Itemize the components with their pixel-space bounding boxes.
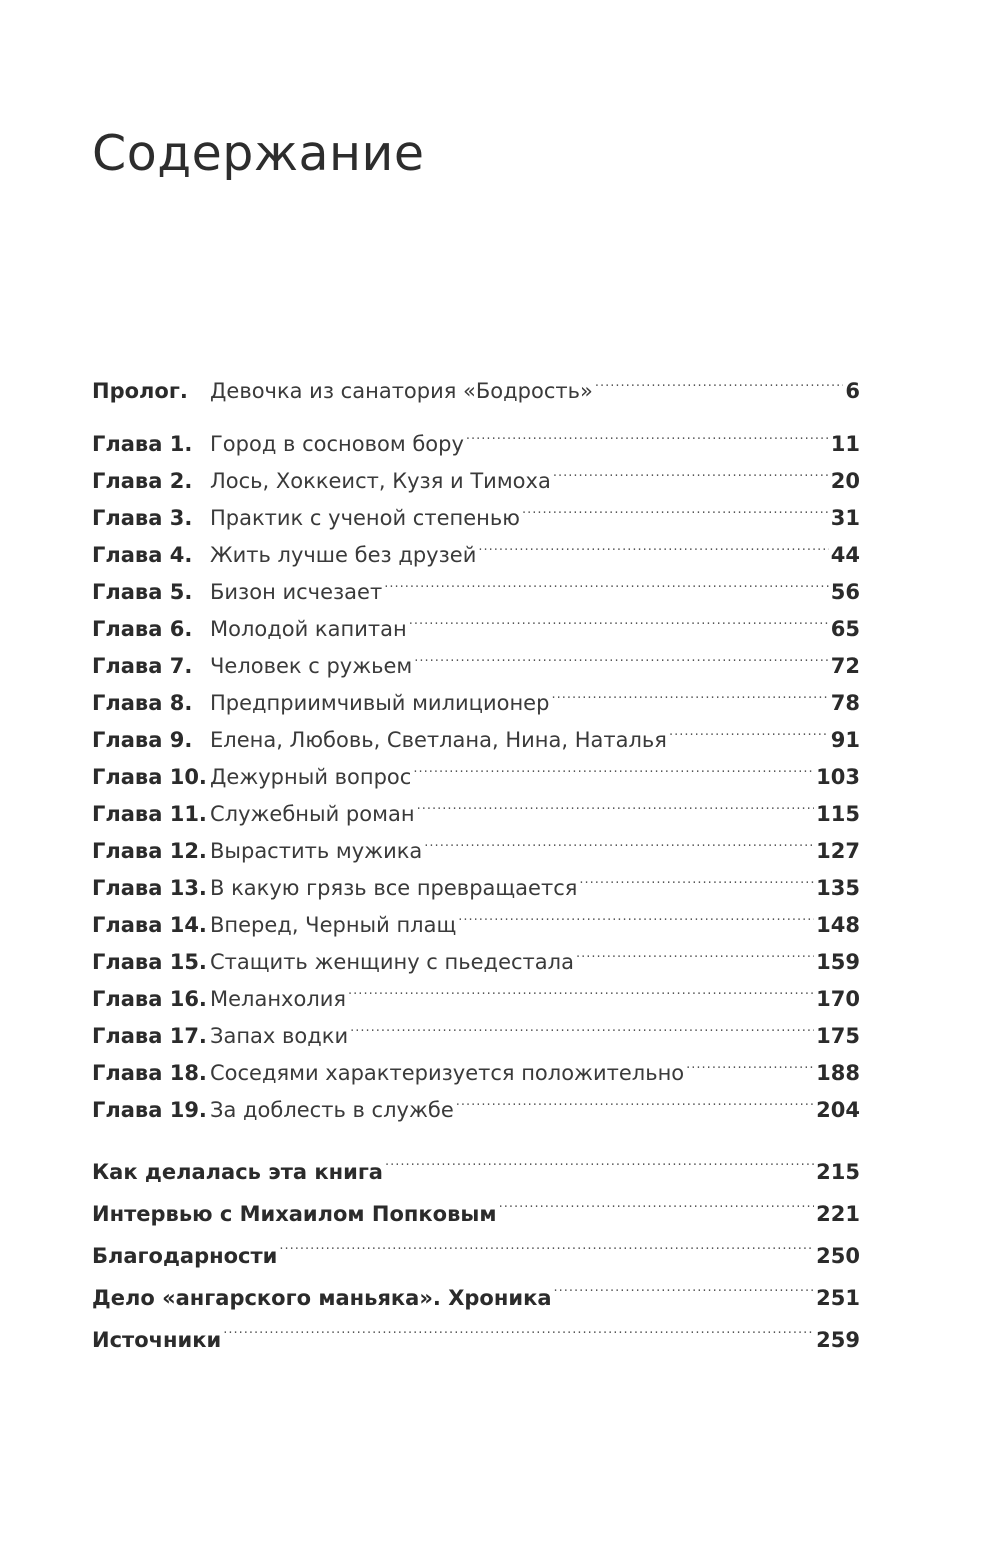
entry-title: Благодарности	[92, 1244, 278, 1268]
entry-page-number: 72	[830, 654, 860, 678]
entry-page-number: 78	[830, 691, 860, 715]
dot-leader	[414, 636, 828, 673]
entry-page-number: 148	[816, 913, 860, 937]
dot-leader	[478, 525, 828, 562]
entry-label: Глава 18.	[92, 1061, 207, 1085]
dot-leader	[350, 1006, 814, 1043]
entry-title: Стащить женщину с пьедестала	[210, 950, 574, 974]
entry-title: Вырастить мужика	[210, 839, 423, 863]
entry-page-number: 31	[830, 506, 860, 530]
entry-title: Служебный роман	[210, 802, 415, 826]
entry-label: Глава 14.	[92, 913, 207, 937]
entry-page-number: 20	[830, 469, 860, 493]
entry-label: Глава 5.	[92, 580, 193, 604]
dot-leader	[686, 1043, 814, 1080]
entry-page-number: 115	[816, 802, 860, 826]
dot-leader	[413, 747, 814, 784]
entry-title: Елена, Любовь, Светлана, Нина, Наталья	[210, 728, 667, 752]
dot-leader	[522, 488, 829, 525]
entry-label: Глава 7.	[92, 654, 193, 678]
dot-leader	[669, 710, 829, 747]
dot-leader	[499, 1179, 815, 1221]
entry-title: Запах водки	[210, 1024, 349, 1048]
toc-entry-prologue[interactable]	[92, 361, 860, 403]
dot-leader	[579, 858, 814, 895]
entry-title: В какую грязь все превращается	[210, 876, 578, 900]
entry-title: Предприимчивый милиционер	[210, 691, 550, 715]
page-title: Содержание	[92, 125, 425, 182]
entry-page-number: 6	[845, 379, 860, 403]
dot-leader	[458, 895, 814, 932]
entry-label: Глава 16.	[92, 987, 207, 1011]
entry-page-number: 56	[830, 580, 860, 604]
entry-title: Бизон исчезает	[210, 580, 383, 604]
entry-page-number: 170	[816, 987, 860, 1011]
entry-page-number: 250	[816, 1244, 860, 1268]
entry-page-number: 44	[830, 543, 860, 567]
entry-page-number: 11	[830, 432, 860, 456]
entry-page-number: 215	[816, 1160, 860, 1184]
entry-label: Глава 8.	[92, 691, 193, 715]
entry-title: Дело «ангарского маньяка». Хроника	[92, 1286, 552, 1310]
entry-title: Как делалась эта книга	[92, 1160, 383, 1184]
entry-label: Глава 12.	[92, 839, 207, 863]
entry-title: Практик с ученой степенью	[210, 506, 520, 530]
table-of-contents	[92, 361, 860, 1352]
entry-title: Источники	[92, 1328, 222, 1352]
entry-title: Соседями характеризуется положительно	[210, 1061, 685, 1085]
dot-leader	[553, 451, 829, 488]
entry-page-number: 188	[816, 1061, 860, 1085]
toc-entry-chapter-1[interactable]	[92, 414, 860, 456]
toc-entry-making-of[interactable]	[92, 1137, 860, 1184]
dot-leader	[384, 562, 829, 599]
entry-label: Глава 10.	[92, 765, 207, 789]
entry-page-number: 221	[816, 1202, 860, 1226]
entry-page-number: 259	[816, 1328, 860, 1352]
entry-title: Девочка из санатория «Бодрость»	[210, 379, 593, 403]
entry-title: Интервью с Михаилом Попковым	[92, 1202, 497, 1226]
entry-label: Пролог.	[92, 379, 188, 403]
entry-page-number: 103	[816, 765, 860, 789]
entry-label: Глава 1.	[92, 432, 193, 456]
entry-label: Глава 4.	[92, 543, 193, 567]
entry-page-number: 65	[830, 617, 860, 641]
entry-title: Молодой капитан	[210, 617, 407, 641]
entry-label: Глава 19.	[92, 1098, 207, 1122]
dot-leader	[551, 673, 828, 710]
entry-page-number: 204	[816, 1098, 860, 1122]
entry-title: Жить лучше без друзей	[210, 543, 477, 567]
dot-leader	[554, 1263, 815, 1305]
dot-leader	[385, 1137, 814, 1179]
entry-title: За доблесть в службе	[210, 1098, 454, 1122]
entry-title: Вперед, Черный плащ	[210, 913, 457, 937]
dot-leader	[595, 361, 844, 398]
entry-title: Меланхолия	[210, 987, 347, 1011]
entry-label: Глава 15.	[92, 950, 207, 974]
entry-label: Глава 2.	[92, 469, 193, 493]
entry-page-number: 135	[816, 876, 860, 900]
dot-leader	[456, 1080, 814, 1117]
dot-leader	[417, 784, 815, 821]
entry-page-number: 251	[816, 1286, 860, 1310]
entry-label: Глава 11.	[92, 802, 207, 826]
dot-leader	[424, 821, 814, 858]
entry-label: Глава 6.	[92, 617, 193, 641]
entry-label: Глава 17.	[92, 1024, 207, 1048]
dot-leader	[466, 414, 829, 451]
dot-leader	[348, 969, 814, 1006]
dot-leader	[409, 599, 829, 636]
entry-page-number: 175	[816, 1024, 860, 1048]
entry-page-number: 91	[830, 728, 860, 752]
dot-leader	[279, 1221, 814, 1263]
entry-title: Человек с ружьем	[210, 654, 413, 678]
entry-page-number: 159	[816, 950, 860, 974]
entry-title: Город в сосновом бору	[210, 432, 464, 456]
dot-leader	[223, 1305, 814, 1347]
entry-title: Дежурный вопрос	[210, 765, 412, 789]
entry-label: Глава 9.	[92, 728, 193, 752]
entry-title: Лось, Хоккеист, Кузя и Тимоха	[210, 469, 551, 493]
entry-label: Глава 3.	[92, 506, 193, 530]
back-matter-section	[92, 1137, 860, 1352]
dot-leader	[576, 932, 814, 969]
entry-page-number: 127	[816, 839, 860, 863]
entry-label: Глава 13.	[92, 876, 207, 900]
